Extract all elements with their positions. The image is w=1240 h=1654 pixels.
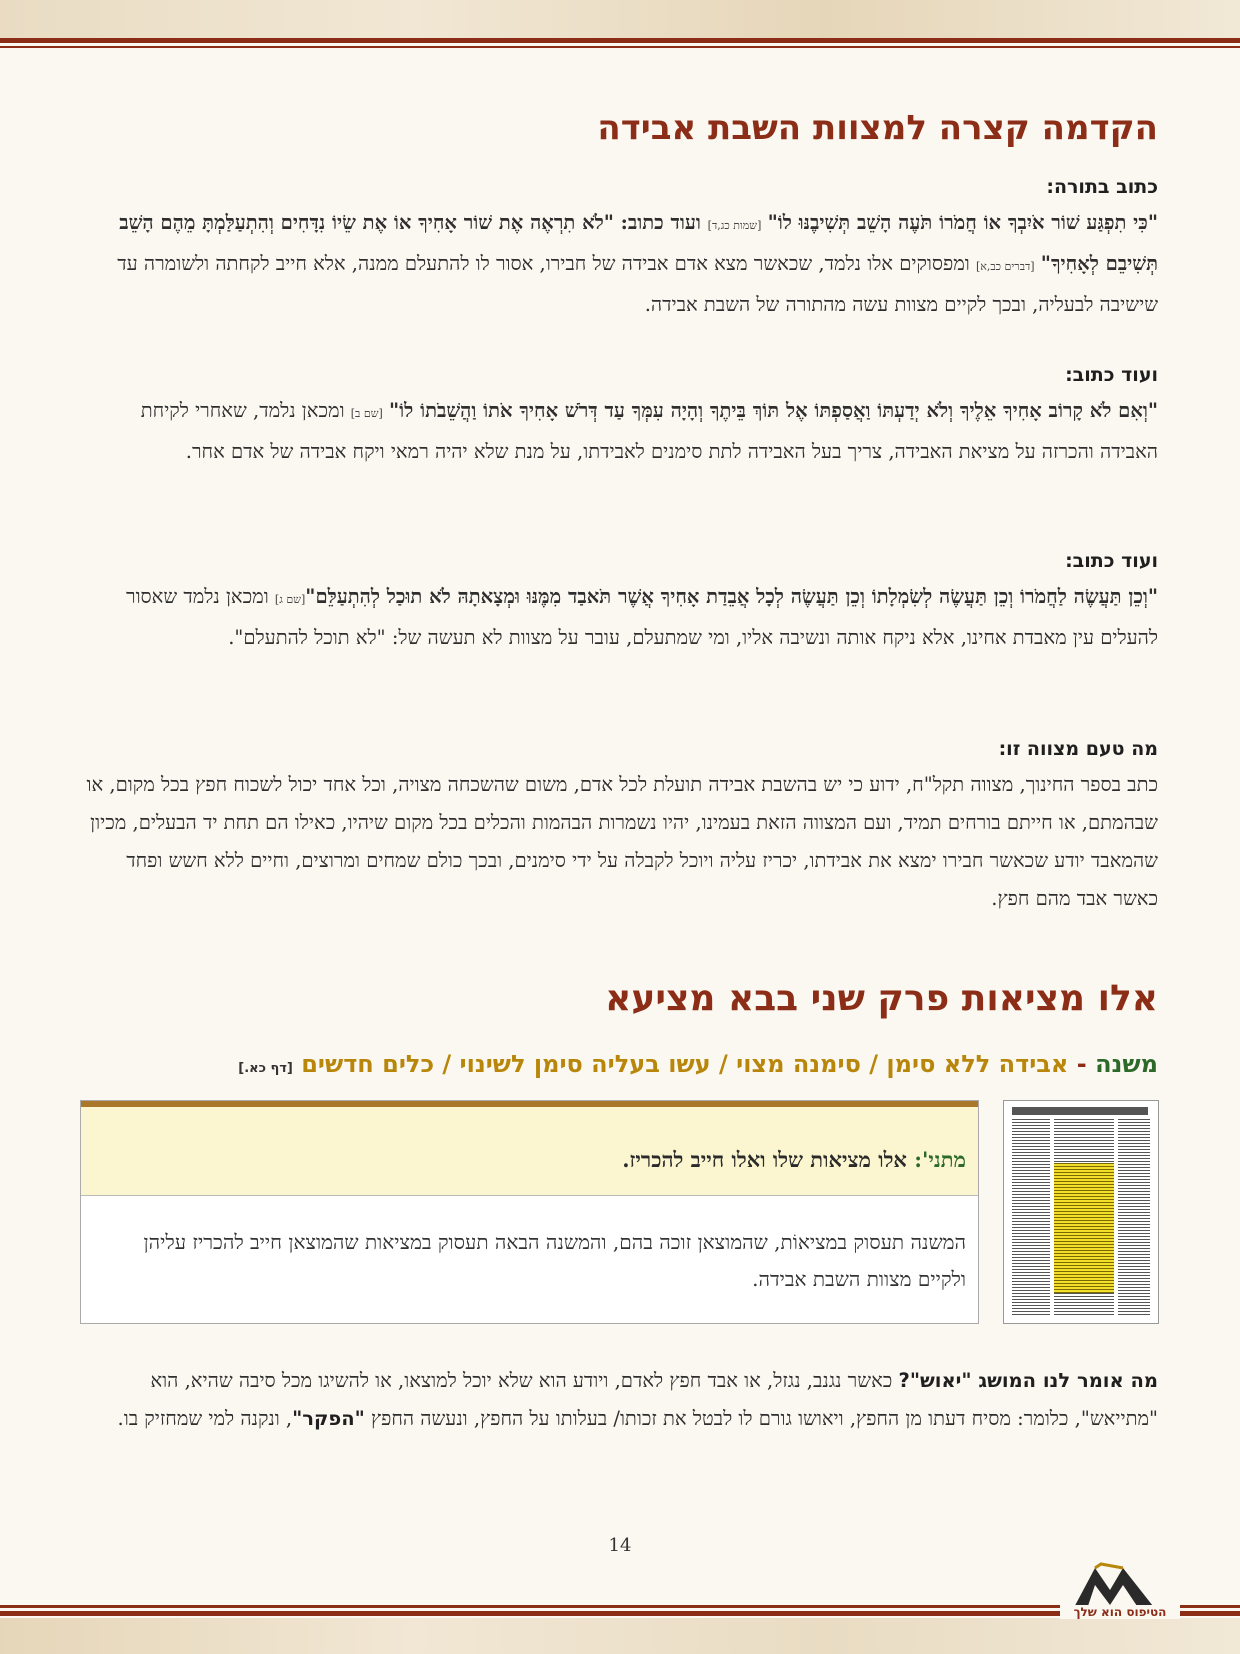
mishnah-label: משנה [1095,1050,1158,1078]
explanation-text: ומפסוקים אלו נלמד, שכאשר מצא אדם אבידה של חבירו, אסור לו להתעלם ממנה, אלא חייב לקחתה ולשומרה עד שישיבה לבעליה, ובכך לקיים מצוות עשה מהתורה של השבת אבידה. [117,252,1158,316]
mishnah-quote: אלו מציאות שלו ואלו חייב להכריז. [622,1147,915,1172]
mishnah-box [80,1100,979,1324]
mishnah-subheading [82,1050,1158,1078]
section-heading: מה טעם מצווה זו: [998,738,1158,760]
thumbnail-highlight [1054,1163,1114,1293]
section-body: כתב בספר החינוך, מצווה תקל"ח, ידוע כי יש בהשבת אבידה תועלת לכל אדם, משום שהשכחה מצויה, וכל אחד יכול לשכוח חפץ בכל מקום, או שבהמתם, או חייתם בורחים תמיד, ועם המצווה הזאת בעמינו, יהיו נשמרות הבהמות והכלים בכל מקום שיהיו, כאילו הם תחת יד הבעלים, מכיון שהמאבד יודע שכאשר חבירו ימצא את אבידתו, יכריז עליה ויוכל לקבלה על ידי סימנים, ובכך כולם שמחים ומרוצים, וחיים ללא חשש ופחד כאשר אבד מהם חפץ. [86,773,1158,910]
top-texture-band [0,0,1240,38]
bottom-texture-band [0,1618,1240,1654]
thumbnail-column [1118,1119,1150,1315]
yeush-end: , ונקנה למי שמחזיק בו. [117,1407,293,1430]
section-torah [82,176,1158,324]
section-more-written-2 [82,550,1158,657]
verse: "וְכֵן תַּעֲשֶׂה לַחֲמֹרוֹ וְכֵן תַּעֲשֶׂה לְשִׂמְלָתוֹ וְכֵן תַּעֲשֶׂה לְכָל אֲבֵדַת אָחִיךָ אֲשֶׁר תֹּאבַד מִמֶּנּוּ וּמְצָאתָהּ לֹא תוּכַל לְהִתְעַלֵּם" [305,585,1158,608]
verse-reference: [שם ג] [274,593,306,606]
section-heading: ועוד כתוב: [1065,364,1158,386]
gemara-page-thumbnail [1003,1100,1159,1324]
page-title: הקדמה קצרה למצוות השבת אבידה [597,108,1158,148]
mishnah-explanation-panel [81,1196,978,1298]
page-number: 14 [608,1535,632,1556]
verse: "כִּי תִפְגַּע שׁוֹר אֹיִבְךָ אוֹ חֲמֹרוֹ תֹּעֶה הָשֵׁב תְּשִׁיבֶנּוּ לוֹ" [767,211,1158,234]
verse-reference: [דברים כב,א] [975,260,1035,273]
section-heading: ועוד כתוב: [1065,550,1158,572]
verse: ועוד כתוב: "לֹא תִרְאֶה אֶת שׁוֹר אָחִיךָ אוֹ אֶת שֵׂיוֹ נִדָּחִים וְהִתְעַלַּמְתָּ מֵהֶם הָשֵׁב תְּשִׁיבֵם לְאָחִיךָ" [119,211,1158,275]
section-body [82,204,1158,324]
bottom-rule-thin [0,1605,1240,1608]
verse: "וְאִם לֹא קָרוֹב אָחִיךָ אֵלֶיךָ וְלֹא יְדַעְתּוֹ וַאֲסַפְתּוֹ אֶל תּוֹךְ בֵּיתֶךָ וְהָיָה עִמְּךָ עַד דְּרֹשׁ אָחִיךָ אֹתוֹ וַהֲשֵׁבֹתוֹ לוֹ" [389,399,1158,422]
thumbnail-column [1012,1119,1050,1315]
mishnah-text-panel [81,1107,978,1196]
section-body [82,392,1158,471]
mishnah-text [81,1107,978,1173]
section-yeush [82,1362,1158,1438]
separator: - [1068,1050,1096,1078]
chapter-title: אלו מציאות פרק שני בבא מציעא [605,978,1158,1019]
verse-reference: [שמות כג,ד] [707,219,762,232]
explanation-text: ומכאן נלמד, שאחרי לקיחת האבידה והכרזה על מציאת האבידה, צריך בעל האבידה לתת סימנים לאבידתו, על מנת שלא יהיה רמאי ויקח אבידה של אדם אחר. [140,399,1158,463]
bottom-rule [0,1611,1240,1616]
yeush-question: מה אומר לנו המושג "יאוש"? [898,1369,1158,1392]
yeush-body: כאשר נגנב, נגזל, או אבד חפץ לאדם, ויודע הוא שלא יוכל למוצאו, או להשיגו מכל סיבה שהיא, הוא "מתייאש", כלומר: מסיח דעתו מן החפץ, ויאושו גורם לו לבטל את זכותו/ בעלותו על החפץ, ונעשה החפץ [150,1369,1158,1430]
section-more-written-1 [82,364,1158,471]
explanation-text: ומכאן נלמד שאסור להעלים עין מאבדת אחינו, אלא ניקח אותה ונשיבה אליו, ומי שמתעלם, עובר על מצוות לא תעשה של: "לא תוכל להתעלם". [125,585,1158,649]
section-heading: כתוב בתורה: [1046,176,1158,198]
topics-list: אבידה ללא סימן / סימנה מצוי / עשו בעליה סימן לשינוי / כלים חדשים [301,1050,1069,1078]
hefker-term: "הפקר" [292,1407,365,1430]
section-body [82,578,1158,657]
mishnah-explanation: המשנה תעסוק במציאוֹת, שהמוצאן זוכה בהם, והמשנה הבאה תעסוק במציאות שהמוצאן חייב להכריז עליהן ולקיים מצוות השבת אבידה. [143,1230,966,1291]
publisher-logo-text: הטיפוס הוא שלך [1060,1605,1180,1619]
mishnah-prefix: מתני': [914,1147,966,1172]
section-body [82,1362,1158,1438]
section-reason [82,738,1158,918]
daf-reference: [דף כא.] [238,1061,293,1076]
top-rule-thin [0,46,1240,48]
thumbnail-header [1012,1107,1148,1115]
top-rule [0,38,1240,43]
verse-reference: [שם ב] [350,407,383,420]
